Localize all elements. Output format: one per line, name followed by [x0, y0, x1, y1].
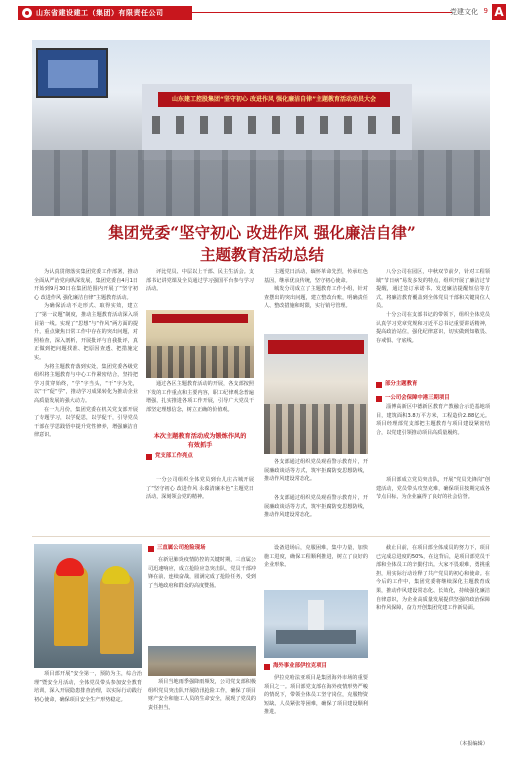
article-column-4-cont	[376, 394, 490, 474]
red-banner	[268, 340, 364, 354]
article-title	[0, 222, 524, 266]
audience-rows	[32, 150, 490, 216]
masthead-bar	[18, 6, 192, 20]
worker-figure	[100, 574, 134, 654]
group-people	[264, 404, 368, 454]
paragraph: 设备进场后，克服困难，集中力量，加快施工进度，确保工程顺利推进，树立了良好的企业形象。	[264, 545, 368, 569]
paragraph: 项目部成立党员突击队，开展“党员先锋岗”创建活动，党员带头攻坚克难，确保项目按期完成各节点目标，为企业赢得了良好的社会信誉。	[376, 477, 490, 501]
paragraph: 项目当地雨季强降雨频发，公司党支部积极组织党员突击队开展防汛抢险工作，确保了项目财产安全和施工人员的生命安全，展现了党员的责任担当。	[148, 679, 256, 711]
paragraph: 在新冠肺炎疫情防控的关键时期，三直属公司迅速响应，成立抢险应急突击队，党员干部冲锋在前，连续奋战，圆满完成了抢险任务，受到了当地政府和群众的高度赞扬。	[148, 557, 256, 589]
paragraph: 截止目前，在项目部全体成员的努力下，项目已完成总进度的50%，在这背后，是项目部党员干部和全体员工的辛勤付出。大家不畏艰难，勇挑重担，用实际行动诠释了共产党员的初心和使命。在今后的工作中，集团党委将继续深化主题教育成果，推动作风建设常态化、长效化，持续强化廉洁自律意识，为企业高质量发展提供坚强的政治保障和作风保障，奋力开创集团党建工作新局面。	[376, 545, 490, 612]
party-day-photo	[264, 334, 368, 454]
title-line-2: 主题教育活动总结	[199, 245, 324, 264]
paragraph: 淄博高新区中德新区教育产教融合示范基地项目，建筑面积3.8万平方米，工程造价2.88亿元。项目经理部党支部把主题教育与项目建设紧密结合，以党建引领推动项目高质量履约。	[376, 404, 490, 436]
paragraph: 八分公司在园区，中秋双节前夕，针对工程领域“节日病”易发多发的特点，组织开展了廉洁过节提醒，通过签订承诺书、发送廉洁提醒短信等方式，将廉洁教育覆盖到全体党员干部和关键岗位人员。	[376, 269, 490, 310]
vessel	[276, 630, 356, 644]
article-column-2-cont	[146, 380, 254, 426]
paragraph: 主题党日活动，缅怀革命先烈，传承红色基因，继承优良传统，坚守初心使命。	[264, 269, 368, 284]
article-column-4-end	[376, 476, 490, 528]
article-column-6-cont	[264, 674, 368, 750]
section-divider	[32, 536, 490, 537]
subheading	[148, 544, 256, 553]
subheading-block-4	[264, 662, 368, 674]
yellow-helmet-icon	[102, 566, 130, 584]
rostrum-row	[152, 116, 402, 134]
meeting-banner: 山东建工控股集团“坚守初心 改进作风 强化廉洁自律”主题教育活动动员大会	[158, 92, 390, 107]
subheading-text: 海外事业部伊拉克项目	[273, 663, 327, 669]
article-column-3	[264, 268, 368, 328]
article-column-2	[146, 268, 254, 308]
side-screen	[36, 48, 108, 98]
paragraph: 伊拉克哈法亚项目是集团海外市场的重要项目之一。项目部党支部在海外疫情形势严峻的情况下，带领全体员工坚守岗位，克服物资短缺、人员紧张等困难，确保了项目建设顺利推进。	[264, 675, 368, 716]
article-column-1	[34, 268, 138, 546]
paragraph: 各支部通过组织党员观看警示教育片，开展廉政谈话等方式，筑牢拒腐防变思想防线，推动作风建设常态化。	[264, 459, 368, 483]
header-rule	[192, 12, 452, 13]
subheading-text: 部分主题教育	[385, 381, 418, 387]
article-column-4	[376, 268, 490, 378]
subheading	[264, 662, 368, 671]
subheading-block-3	[148, 544, 256, 556]
subheading	[376, 380, 490, 389]
article-column-2-end	[146, 476, 254, 528]
pull-quote: 本次主题教育活动成为锻炼作风的有效抓手	[153, 433, 247, 449]
paragraph: 项目部开展“安全第一，预防为主，综合治理”暨安全月活动，全体党员带头参加安全教育培训，深入开展隐患排查治理，以实际行动践行初心使命，确保项目安全生产形势稳定。	[34, 671, 142, 703]
paragraph: 为将主题教育落到实处，集团党委各级党组织将主题教育与中心工作紧密结合，坚持把学习贯穿始终，“学”字当头，“干”字为先，以“干”促“学”，推动学习成果转化为推动企业高质量发展的强大动力。	[34, 363, 138, 404]
paragraph: 评比党员、中层以上干部、民主生活会。支部书记讲党课及全员通过学习强国平台参与学习活动。	[146, 269, 254, 293]
company-logo-icon	[22, 8, 32, 18]
attendees	[146, 346, 254, 378]
square-bullet-icon	[376, 396, 382, 402]
page-header	[0, 0, 524, 28]
subheading	[376, 394, 490, 403]
section-name: 党建文化	[450, 8, 478, 16]
square-bullet-icon	[146, 454, 152, 460]
subheading-text: 党支部工作亮点	[155, 453, 193, 459]
subheading-text: 三直属公司抢险现场	[157, 545, 206, 551]
page-number: 9	[483, 7, 488, 15]
subheading-block	[146, 452, 254, 474]
flood-rescue-photo	[148, 646, 256, 676]
red-helmet-icon	[56, 558, 84, 576]
article-column-7	[376, 544, 490, 738]
caption-block-1	[34, 670, 142, 750]
article-column-6	[264, 544, 368, 588]
paragraph: 各支部通过组织党员观看警示教育片，开展廉政谈话等方式，筑牢拒腐防变思想防线，推动作风建设常态化。	[264, 495, 368, 519]
article-column-5	[148, 556, 256, 644]
square-bullet-icon	[264, 664, 270, 670]
red-banner	[152, 314, 248, 323]
paragraph: 十分公司在支部书记的带领下，组织全体党员认真学习党章党规和习近平总书记重要讲话精神，提高政治站位，强化纪律意识，切实做到知敬畏、存戒惧、守底线。	[376, 311, 490, 344]
masthead-title: 山东省建设建工（集团）有限责任公司	[36, 9, 164, 17]
structure	[308, 600, 324, 630]
meeting-photo	[32, 40, 490, 216]
edition-badge: A	[492, 4, 506, 20]
subheading	[146, 452, 254, 461]
paragraph: 通过各区主题教育活动的开展，各支部按照下发的工作重点和主要内容，职工纪律观念普遍增强，扎实推进各项工作开展，引导广大党员干部坚定理想信念，树立正确的价值观。	[146, 381, 254, 413]
square-bullet-icon	[148, 546, 154, 552]
paragraph: 为确保活动不走形式、取得实效，建立了“第一议题”制度，推动主题教育活动深入项目第一线。实现了“思想”与“作风”两方面的提升，重点聚焦日常工作中存在的突出问题，对照检查，深入剖析，开展批评与自我批评，真正做到把问题找准、把原因查透、把措施定实。	[34, 303, 138, 361]
safety-workers-photo	[34, 544, 142, 668]
title-line-1: 集团党委“坚守初心 改进作风 强化廉洁自律”	[108, 223, 416, 242]
paragraph: 为认真贯彻落实集团党委工作部署，推动全面从严治党向纵深发展，集团党委自4月1日开始到9月30日在集团范围内开展了“坚守初心 改进作风 强化廉洁自律”主题教育活动。	[34, 269, 138, 301]
paragraph: 一分公司组织全体党员到台儿庄古城开展了“坚守初心 改进作风 永葆清廉本色”主题党日活动，深刻领会党的精神。	[146, 477, 254, 501]
square-bullet-icon	[376, 382, 382, 388]
article-column-3-end	[264, 494, 368, 528]
conference-photo	[146, 310, 254, 378]
paragraph: 在一九月份，集团党委在机关党支部开展了专题学习，以学促思，以学促干，引导党员干部在学思践悟中提升党性修养，增强廉洁自律意识。	[34, 406, 138, 439]
article-column-5-cont	[148, 678, 256, 750]
article-column-3-cont	[264, 458, 368, 492]
editor-note: （本报编辑）	[456, 741, 488, 747]
paragraph: 城发分司成立了主题教育工作小组，针对查摆出的突出问题，建立整改台账，明确责任人、整改措施和时限，实行销号管理。	[264, 286, 368, 310]
subheading-text: 一公司会保障中港三期项目	[385, 395, 450, 401]
overseas-project-photo	[264, 590, 368, 658]
subheading-block-2	[376, 380, 490, 392]
worker-figure	[54, 566, 88, 646]
